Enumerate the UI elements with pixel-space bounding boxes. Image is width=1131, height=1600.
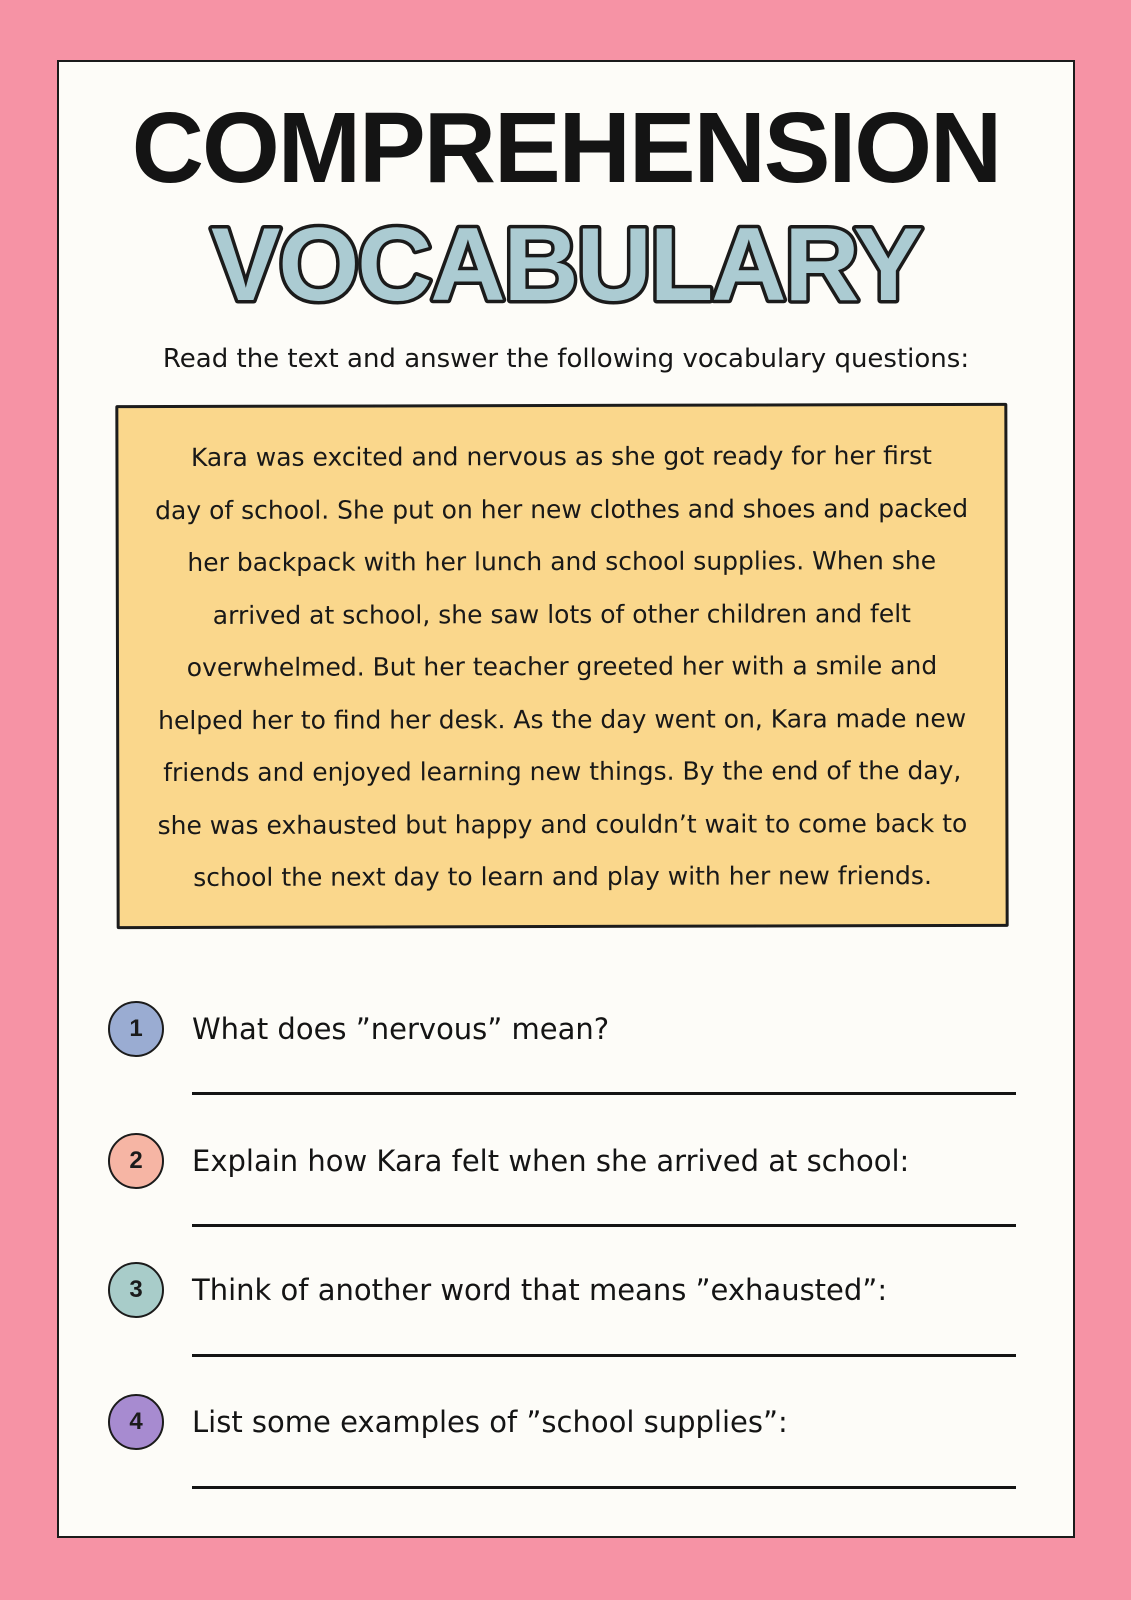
page-title: COMPREHENSION [131,92,1001,204]
question-4-row [108,1394,788,1450]
worksheet-page [57,60,1075,1538]
question-3-number-badge: 3 [108,1262,164,1318]
question-1-row [108,1001,609,1057]
question-1-text: What does ”nervous” mean? [192,1012,610,1046]
question-3-text: Think of another word that means ”exhausted”: [192,1273,888,1307]
question-1-number-badge: 1 [108,1001,164,1057]
question-4-number-badge: 4 [108,1394,164,1450]
instruction-text: Read the text and answer the following vocabulary questions: [162,344,970,374]
passage-text: Kara was excited and nervous as she got ready for her first day of school. She put on her new clothes and shoes and packed her backpack with her lunch and school supplies. When she arrived at school, she saw lots of other children and felt overwhelmed. But her teacher greeted her with a smile and helped her to find her desk. As the day went on, Kara made new friends and enjoyed learning new things. By the end of the day, she was exhausted but happy and couldn’t wait to come back to school the next day to learn and play with her new friends. [155,441,969,892]
question-2-row [108,1133,909,1189]
question-4-answer-line[interactable] [192,1486,1016,1489]
passage-box [115,403,1008,929]
page-subtitle-text: VOCABULARY [211,210,921,323]
question-2-number-badge: 2 [108,1133,164,1189]
question-3-row [108,1262,887,1318]
question-1-answer-line[interactable] [192,1092,1016,1095]
question-2-answer-line[interactable] [192,1224,1016,1227]
question-4-text: List some examples of ”school supplies”: [192,1405,788,1439]
question-2-text: Explain how Kara felt when she arrived at school: [192,1144,910,1178]
question-3-answer-line[interactable] [192,1354,1016,1357]
page-subtitle [59,210,1073,326]
